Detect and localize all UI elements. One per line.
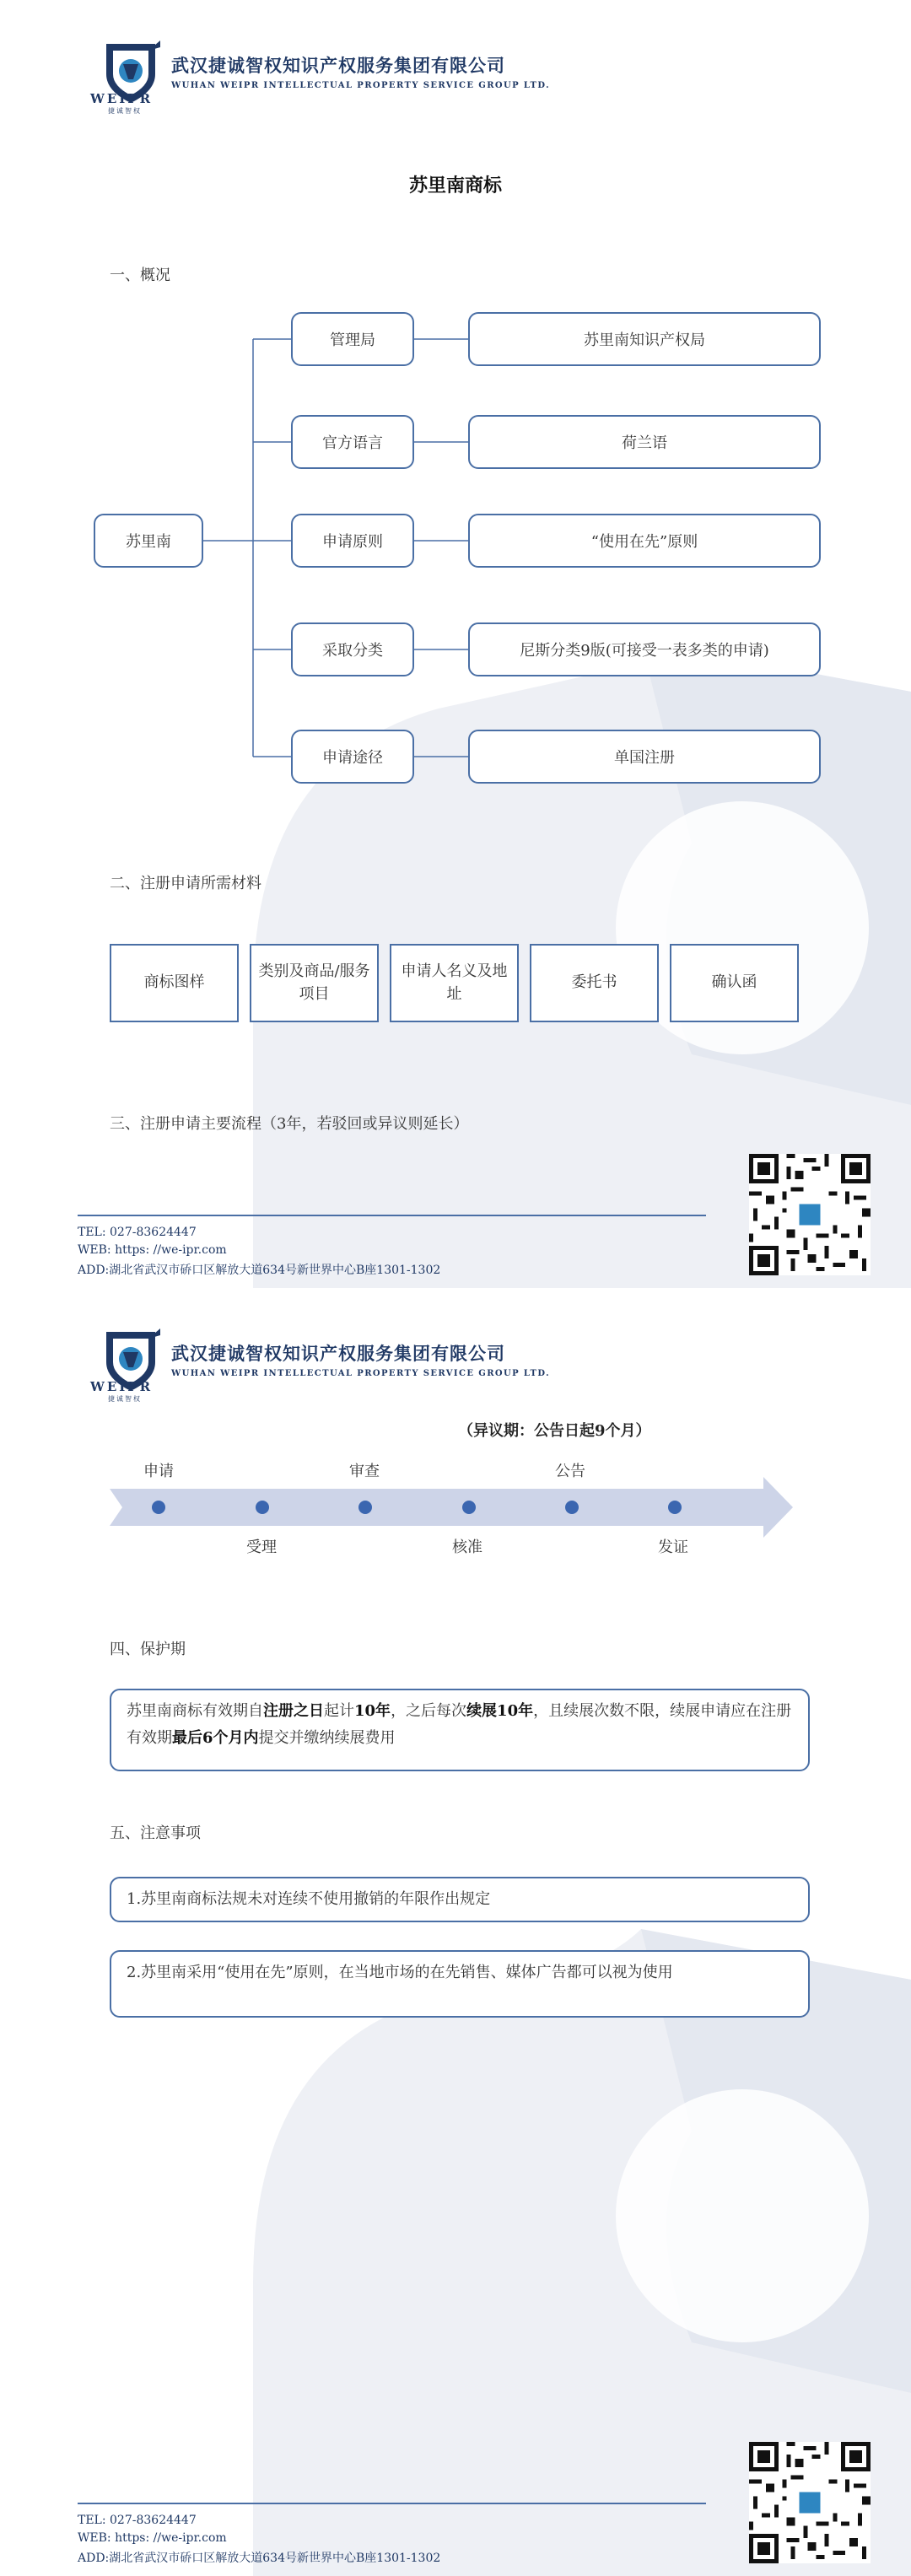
document-title: 苏里南商标 [408,175,502,197]
overview-key-language: 官方语言 [291,415,414,469]
company-name-cn: 武汉捷诚智权知识产权服务集团有限公司 [171,1343,505,1364]
section-heading-process: 三、注册申请主要流程（3年，若驳回或异议则延长） [110,1115,469,1133]
page-2 [0,1288,911,2576]
logo-sub: 捷诚智权 [108,107,142,115]
timeline-step-approve: 核准 [452,1539,482,1556]
overview-value-principle: “使用在先”原则 [468,514,821,568]
process-timeline-arrow [0,1288,911,1625]
overview-value-authority: 苏里南知识产权局 [468,312,821,366]
footer-address: ADD:湖北省武汉市硚口区解放大道634号新世界中心B座1301-1302 [78,2552,441,2565]
material-item: 商标图样 [110,944,239,1022]
section-heading-materials: 二、注册申请所需材料 [110,875,261,892]
overview-key-route: 申请途径 [291,730,414,784]
logo-sub: 捷诚智权 [108,1395,142,1403]
section-heading-notes: 五、注意事项 [110,1824,201,1842]
overview-value-language: 荷兰语 [468,415,821,469]
footer-web: WEB: https: //we-ipr.com [78,2531,227,2545]
logo-word: WEIPR [90,1379,154,1394]
material-item: 申请人名义及地址 [390,944,519,1022]
overview-value-classification: 尼斯分类9版(可接受一表多类的申请) [468,622,821,676]
protection-text: 提交并缴纳续展费用 [258,1728,396,1747]
section-heading-overview: 一、概况 [110,267,170,284]
protection-text: 起计 [324,1702,354,1720]
protection-box [110,1689,810,1771]
material-item: 委托书 [530,944,659,1022]
timeline-step-apply: 申请 [143,1463,174,1480]
overview-key-authority: 管理局 [291,312,414,366]
overview-key-classification: 采取分类 [291,622,414,676]
company-name-cn: 武汉捷诚智权知识产权服务集团有限公司 [171,55,505,76]
protection-emphasis: 最后6个月内 [172,1728,259,1747]
protection-emphasis: 10年 [354,1702,391,1720]
protection-text: 苏里南商标有效期自 [127,1702,263,1720]
footer-divider [78,1215,706,1216]
footer-tel: TEL: 027-83624447 [78,1226,197,1239]
note-item: 2.苏里南采用“使用在先”原则，在当地市场的在先销售、媒体广告都可以视为使用 [110,1950,810,2018]
protection-text: ，且续展次数不限，续展申请应在注册有效期 [127,1702,792,1747]
qr-code-icon [749,2442,871,2563]
material-item: 类别及商品/服务项目 [250,944,379,1022]
overview-value-route: 单国注册 [468,730,821,784]
timeline-step-exam: 审查 [349,1463,380,1480]
protection-text: ，之后每次 [391,1702,467,1720]
note-item: 1.苏里南商标法规未对连续不使用撤销的年限作出规定 [110,1877,810,1922]
footer-web: WEB: https: //we-ipr.com [78,1243,227,1257]
material-item: 确认函 [670,944,799,1022]
qr-code-icon [749,1154,871,1275]
timeline-step-publish: 公告 [555,1463,585,1480]
protection-emphasis: 注册之日 [263,1702,324,1720]
overview-key-principle: 申请原则 [291,514,414,568]
timeline-step-accept: 受理 [246,1539,277,1556]
overview-root-box: 苏里南 [94,514,203,568]
timeline-step-certify: 发证 [658,1539,688,1556]
footer-divider [78,2503,706,2504]
logo-word: WEIPR [90,91,154,106]
protection-emphasis: 续展10年 [466,1702,534,1720]
footer-tel: TEL: 027-83624447 [78,2514,197,2527]
company-name-en: WUHAN WEIPR INTELLECTUAL PROPERTY SERVICE GROUP LTD. [171,81,550,90]
section-heading-protection: 四、保护期 [110,1641,186,1658]
footer-address: ADD:湖北省武汉市硚口区解放大道634号新世界中心B座1301-1302 [78,1264,441,1277]
opposition-period-note: （异议期：公告日起9个月） [458,1422,651,1440]
company-name-en: WUHAN WEIPR INTELLECTUAL PROPERTY SERVICE GROUP LTD. [171,1369,550,1378]
